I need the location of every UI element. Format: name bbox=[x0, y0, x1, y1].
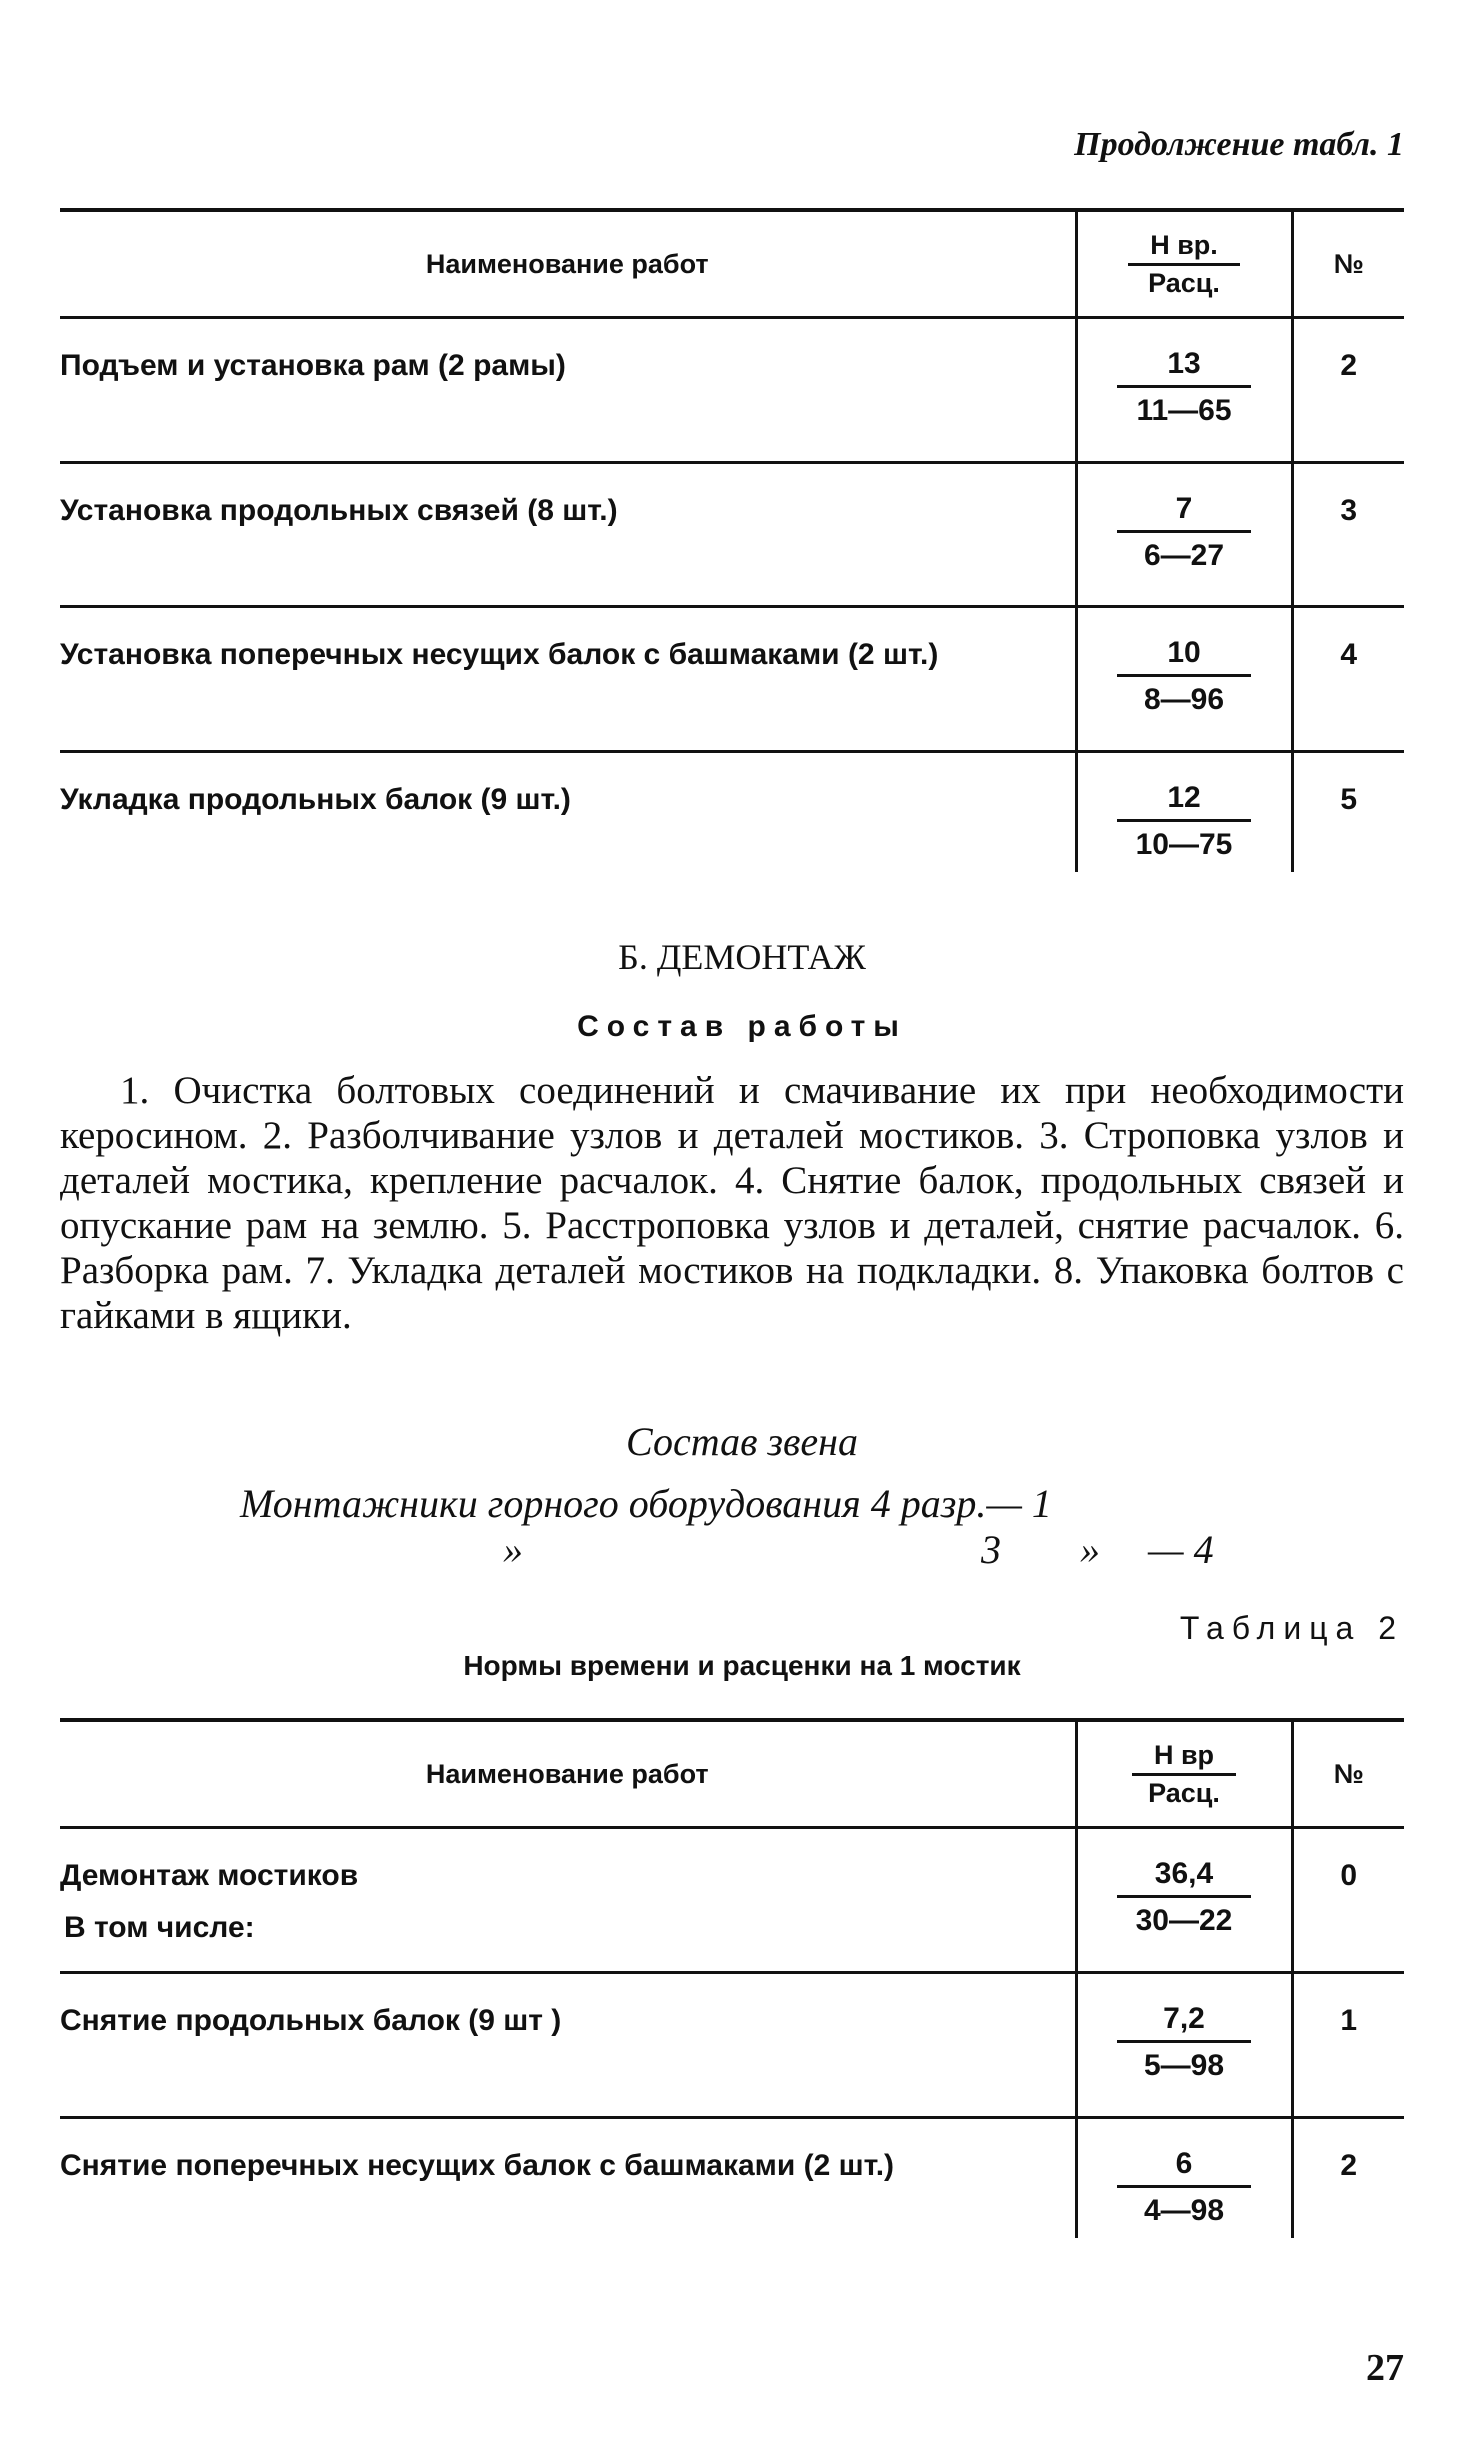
row-number: 3 bbox=[1292, 463, 1404, 607]
work-name: Установка поперечных несущих балок с башмаками (2 шт.) bbox=[60, 607, 1076, 752]
work-name: Укладка продольных балок (9 шт.) bbox=[60, 783, 571, 816]
table-row bbox=[60, 2118, 1404, 2238]
work-name: Установка продольных связей (8 шт.) bbox=[60, 463, 1076, 607]
row-number: 2 bbox=[1292, 318, 1404, 463]
table-row bbox=[60, 1973, 1404, 2118]
section-title: Б. ДЕМОНТАЖ bbox=[618, 937, 866, 977]
table-row bbox=[60, 607, 1404, 752]
norm-rate: 8—96 bbox=[1143, 683, 1225, 716]
table-1 bbox=[60, 208, 1404, 872]
work-name: Подъем и установка рам (2 рамы) bbox=[60, 318, 1076, 463]
norm-rate: 30—22 bbox=[1135, 1904, 1233, 1937]
norm-cell bbox=[1076, 318, 1292, 463]
crew-line-2-grade: 3 bbox=[981, 1527, 1001, 1572]
norm-cell bbox=[1076, 1973, 1292, 2118]
header-number: № bbox=[1292, 1720, 1404, 1828]
norm-time: 6 bbox=[1117, 2147, 1251, 2188]
header-norm-rate: Расц. bbox=[1148, 1777, 1220, 1808]
row-number: 2 bbox=[1340, 2149, 1358, 2182]
norm-rate: 4—98 bbox=[1143, 2194, 1225, 2227]
norm-rate: 11—65 bbox=[1136, 394, 1232, 427]
table-2-label: Таблица 2 bbox=[1179, 1610, 1404, 1646]
work-name-subtitle: В том числе: bbox=[64, 1911, 255, 1944]
norm-rate: 10—75 bbox=[1135, 828, 1233, 861]
row-number: 1 bbox=[1292, 1973, 1404, 2118]
norm-time: 10 bbox=[1117, 636, 1251, 677]
header-number: № bbox=[1292, 210, 1404, 318]
header-norm bbox=[1076, 210, 1292, 318]
work-name: Демонтаж мостиков bbox=[60, 1859, 359, 1892]
crew-line-2-count: — 4 bbox=[1148, 1527, 1214, 1572]
norm-rate: 6—27 bbox=[1143, 539, 1225, 572]
norm-cell bbox=[1076, 463, 1292, 607]
work-composition-heading: Состав работы bbox=[577, 1010, 907, 1043]
norm-time: 13 bbox=[1117, 347, 1251, 388]
header-norm bbox=[1076, 1720, 1292, 1828]
header-norm-rate: Расц. bbox=[1148, 267, 1220, 298]
row-number: 0 bbox=[1292, 1828, 1404, 1973]
crew-line-2-ditto: » bbox=[503, 1527, 523, 1572]
row-number: 4 bbox=[1292, 607, 1404, 752]
norm-time: 7,2 bbox=[1117, 2002, 1251, 2043]
header-work-name: Наименование работ bbox=[60, 1720, 1076, 1828]
table-row bbox=[60, 318, 1404, 463]
header-norm-time: Н вр bbox=[1132, 1740, 1236, 1776]
table-row bbox=[60, 463, 1404, 607]
work-composition-text: 1. Очистка болтовых соединений и смачивание их при необходимости керосином. 2. Разболчивание узлов и деталей мостиков. 3. Строповка узлов и деталей мостика, крепление расчалок. 4. Снятие балок, продольных связей и опускание рам на землю. 5. Расстроповка узлов и деталей, снятие расчалок. 6. Разборка рам. 7. Укладка деталей мостиков на подкладки. 8. Упаковка болтов с гайками в ящики. bbox=[60, 1069, 1404, 1337]
work-name: Снятие поперечных несущих балок с башмаками (2 шт.) bbox=[60, 2149, 895, 2182]
norm-time: 12 bbox=[1117, 781, 1251, 822]
table-2 bbox=[60, 1718, 1404, 2238]
header-work-name: Наименование работ bbox=[60, 210, 1076, 318]
crew-line-1: Монтажники горного оборудования 4 разр.— 1 bbox=[240, 1481, 1052, 1526]
crew-line-2-ditto: » bbox=[1080, 1527, 1100, 1572]
table-row bbox=[60, 752, 1404, 872]
page-number: 27 bbox=[1366, 2347, 1404, 2389]
norm-cell bbox=[1076, 607, 1292, 752]
table-2-header-row bbox=[60, 1720, 1404, 1828]
work-name-cell bbox=[60, 1828, 1076, 1973]
norm-cell bbox=[1076, 1828, 1292, 1973]
norm-rate: 5—98 bbox=[1143, 2049, 1225, 2082]
table-1-header-row bbox=[60, 210, 1404, 318]
row-number: 5 bbox=[1340, 783, 1358, 816]
table-2-caption: Нормы времени и расценки на 1 мостик bbox=[463, 1650, 1021, 1681]
table-continuation-label: Продолжение табл. 1 bbox=[1074, 126, 1404, 163]
crew-heading: Состав звена bbox=[625, 1419, 858, 1464]
header-norm-time: Н вр. bbox=[1128, 230, 1240, 266]
norm-cell bbox=[1076, 2118, 1292, 2238]
norm-time: 36,4 bbox=[1117, 1857, 1251, 1898]
work-name: Снятие продольных балок (9 шт ) bbox=[60, 1973, 1076, 2118]
norm-cell bbox=[1076, 752, 1292, 872]
norm-time: 7 bbox=[1117, 492, 1251, 533]
table-row bbox=[60, 1828, 1404, 1973]
